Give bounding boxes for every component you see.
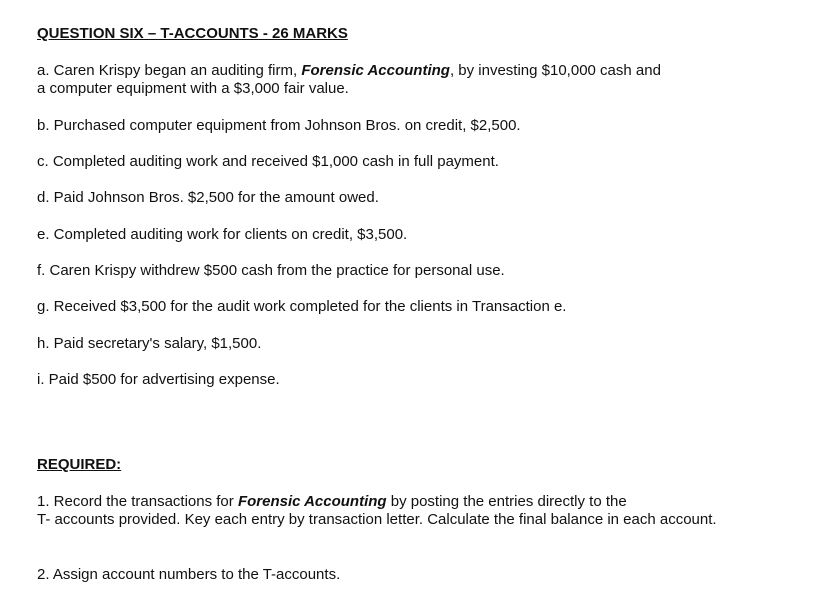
transaction-d: d. Paid Johnson Bros. $2,500 for the amount owed. xyxy=(37,189,379,206)
transaction-g: g. Received $3,500 for the audit work completed for the clients in Transaction e. xyxy=(37,298,567,315)
required-item-1-text-pre: 1. Record the transactions for xyxy=(37,493,238,510)
question-title: QUESTION SIX – T-ACCOUNTS - 26 MARKS xyxy=(37,25,348,42)
required-item-1 xyxy=(37,493,717,529)
firm-name-emphasis: Forensic Accounting xyxy=(301,62,450,79)
transaction-c: c. Completed auditing work and received $1,000 cash in full payment. xyxy=(37,153,499,170)
required-item-1-line1 xyxy=(37,493,717,511)
transaction-b: b. Purchased computer equipment from Johnson Bros. on credit, $2,500. xyxy=(37,117,521,134)
transaction-a-text-pre: a. Caren Krispy began an auditing firm, xyxy=(37,62,302,79)
transaction-a-text-post: , by investing $10,000 cash and xyxy=(449,62,661,79)
firm-name-emphasis: Forensic Accounting xyxy=(237,493,387,510)
required-item-2: 2. Assign account numbers to the T-accounts. xyxy=(37,566,341,583)
required-item-1-line2: T- accounts provided. Key each entry by transaction letter. Calculate the final balance in each account. xyxy=(37,511,717,528)
transaction-f: f. Caren Krispy withdrew $500 cash from the practice for personal use. xyxy=(37,262,505,279)
transaction-e: e. Completed auditing work for clients on credit, $3,500. xyxy=(37,226,408,243)
transaction-h: h. Paid secretary's salary, $1,500. xyxy=(37,335,262,352)
transaction-i: i. Paid $500 for advertising expense. xyxy=(37,371,280,388)
transaction-a xyxy=(37,62,661,98)
transaction-a-line1 xyxy=(37,62,661,80)
required-heading: REQUIRED: xyxy=(37,456,122,473)
transaction-a-line2: a computer equipment with a $3,000 fair value. xyxy=(37,80,349,97)
required-item-1-text-post: by posting the entries directly to the xyxy=(386,493,627,510)
